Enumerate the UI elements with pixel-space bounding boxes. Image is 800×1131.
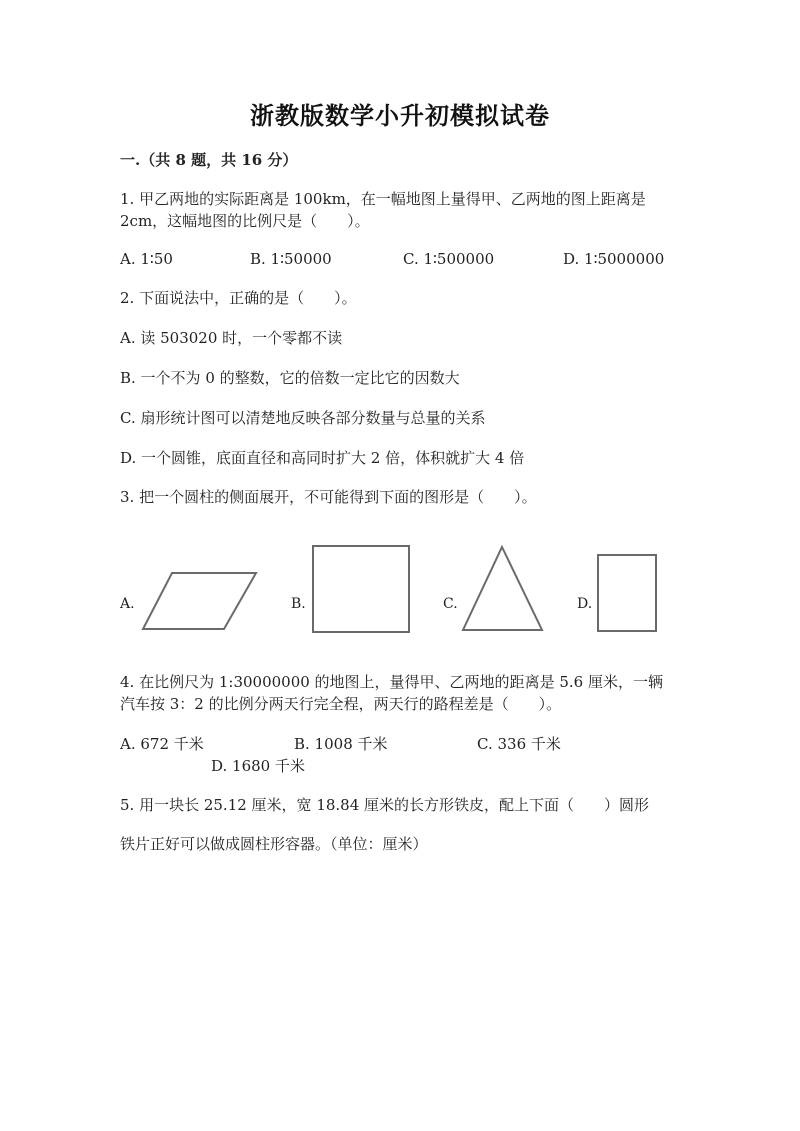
- triangle-figure: [460, 543, 546, 635]
- question-1-option-b: B. 1∶50000: [250, 250, 332, 268]
- parallelogram-figure: [140, 570, 260, 634]
- question-1-line-2: 2cm，这幅地图的比例尺是（ ）。: [120, 212, 370, 230]
- question-1-option-a: A. 1∶50: [120, 250, 173, 268]
- question-3-option-b: B.: [291, 596, 306, 612]
- triangle-shape: [463, 547, 542, 630]
- question-2-option-c: C. 扇形统计图可以清楚地反映各部分数量与总量的关系: [120, 409, 486, 427]
- question-2-option-a: A. 读 503020 时，一个零都不读: [120, 329, 343, 347]
- question-3-option-c: C.: [443, 596, 458, 612]
- question-5-line-2: 铁片正好可以做成圆柱形容器。（单位：厘米）: [120, 835, 428, 853]
- question-4-line-2: 汽车按 3：2 的比例分两天行完全程，两天行的路程差是（ ）。: [120, 695, 562, 713]
- question-4-line-1: 4. 在比例尺为 1:30000000 的地图上，量得甲、乙两地的距离是 5.6 厘米，一辆: [120, 673, 663, 691]
- question-1-option-c: C. 1∶500000: [403, 250, 495, 268]
- question-4-option-a: A. 672 千米: [120, 735, 204, 753]
- question-2-line-1: 2. 下面说法中，正确的是（ ）。: [120, 289, 357, 307]
- parallelogram-shape: [143, 573, 256, 629]
- question-3-option-a: A.: [120, 596, 135, 612]
- question-4-option-d: D. 1680 千米: [211, 757, 305, 775]
- question-1-line-1: 1. 甲乙两地的实际距离是 100km，在一幅地图上量得甲、乙两地的图上距离是: [120, 190, 646, 208]
- question-3-option-d: D.: [577, 596, 593, 612]
- rectangle-figure: [595, 552, 659, 634]
- square-shape: [313, 546, 409, 632]
- question-4-option-c: C. 336 千米: [477, 735, 561, 753]
- rectangle-shape: [598, 555, 656, 631]
- question-4-option-b: B. 1008 千米: [294, 735, 388, 753]
- question-5-line-1: 5. 用一块长 25.12 厘米，宽 18.84 厘米的长方形铁皮，配上下面（ ）圆形: [120, 796, 650, 814]
- page-title: 浙教版数学小升初模拟试卷: [250, 101, 550, 130]
- square-figure: [310, 543, 412, 635]
- question-2-option-b: B. 一个不为 0 的整数，它的倍数一定比它的因数大: [120, 369, 460, 387]
- question-2-option-d: D. 一个圆锥，底面直径和高同时扩大 2 倍，体积就扩大 4 倍: [120, 449, 525, 467]
- section-heading: 一.（共 8 题，共 16 分）: [120, 151, 298, 169]
- question-1-option-d: D. 1∶5000000: [563, 250, 665, 268]
- question-3-line-1: 3. 把一个圆柱的侧面展开，不可能得到下面的图形是（ ）。: [120, 488, 537, 506]
